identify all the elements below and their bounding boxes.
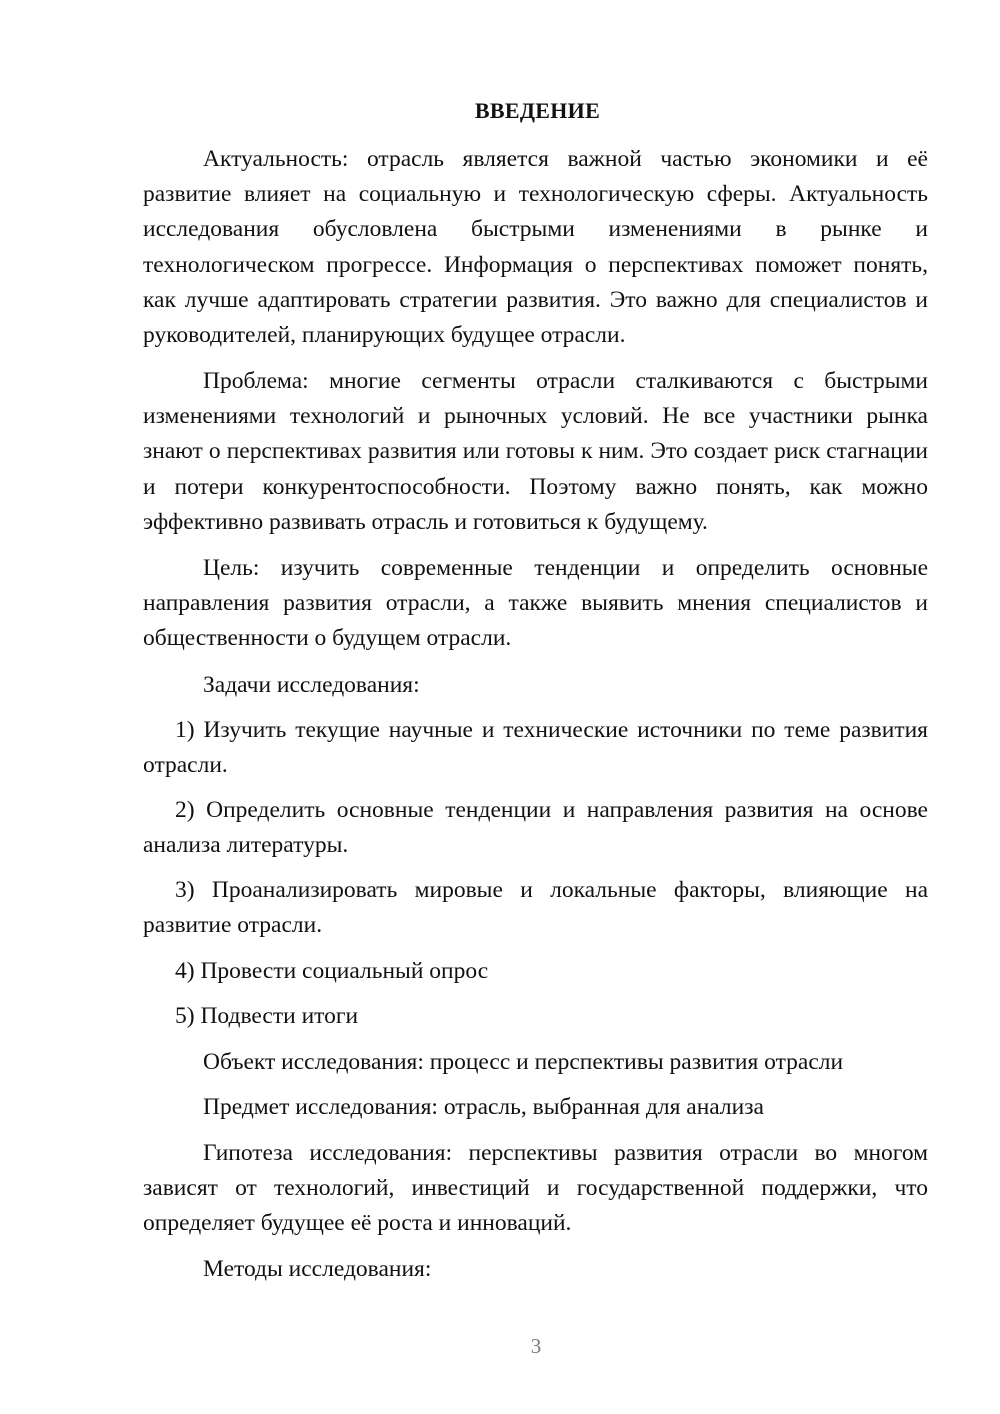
- page-title: ВВЕДЕНИЕ: [474, 98, 601, 123]
- page-number: 3: [530, 1334, 542, 1358]
- hypothesis-paragraph: Гипотеза исследования: перспективы развития отрасли во многом зависят от технологий, инвестиций и государственной поддержки, что определяет будущее её роста и инноваций.: [143, 1140, 928, 1237]
- relevance-paragraph: Актуальность: отрасль является важной частью экономики и её развитие влияет на социальную и технологическую сферы. Актуальность исследования обусловлена быстрыми изменениями в рынке и технологическом прогрессе. Информация о перспективах поможет понять, как лучше адаптировать стратегии развития. Это важно для специалистов и руководителей, планирующих будущее отрасли.: [143, 146, 928, 349]
- tasks-heading: Задачи исследования:: [203, 672, 420, 698]
- task-item-4: 4) Провести социальный опрос: [175, 958, 489, 984]
- methods-heading: Методы исследования:: [203, 1256, 432, 1282]
- subject-paragraph: Предмет исследования: отрасль, выбранная для анализа: [203, 1094, 764, 1120]
- problem-paragraph: Проблема: многие сегменты отрасли сталкиваются с быстрыми изменениями технологий и рыночных условий. Не все участники рынка знают о перспективах развития или готовы к ним. Это создает риск стагнации и потери конкурентоспособности. Поэтому важно понять, как можно эффективно развивать отрасль и готовиться к будущему.: [143, 368, 928, 535]
- task-item-3: 3) Проанализировать мировые и локальные факторы, влияющие на развитие отрасли.: [143, 877, 928, 939]
- task-item-1: 1) Изучить текущие научные и технические источники по теме развития отрасли.: [143, 717, 928, 779]
- goal-paragraph: Цель: изучить современные тенденции и определить основные направления развития отрасли, а также выявить мнения специалистов и общественности о будущем отрасли.: [143, 555, 928, 652]
- task-item-5: 5) Подвести итоги: [175, 1003, 359, 1029]
- object-paragraph: Объект исследования: процесс и перспективы развития отрасли: [203, 1049, 844, 1075]
- task-item-2: 2) Определить основные тенденции и направления развития на основе анализа литературы.: [143, 797, 928, 859]
